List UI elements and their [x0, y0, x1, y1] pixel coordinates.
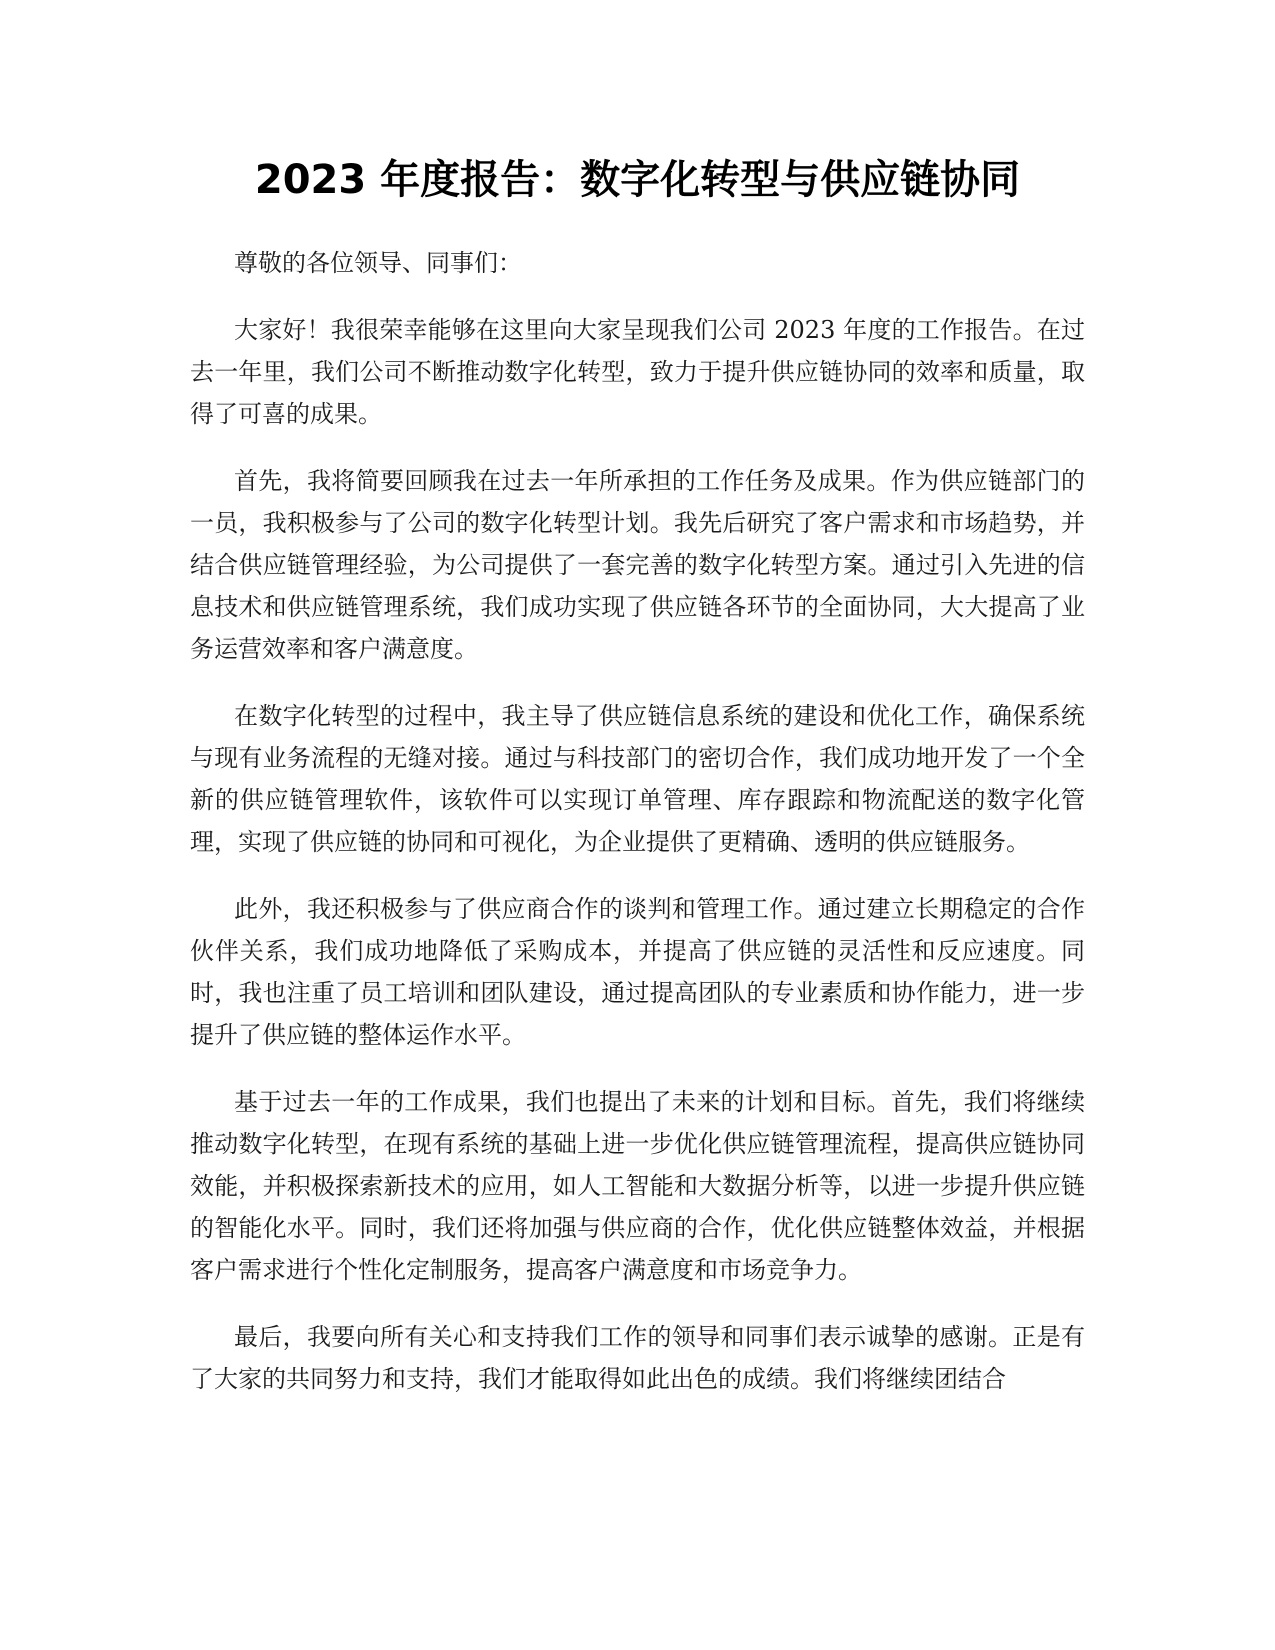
body-paragraph: 此外，我还积极参与了供应商合作的谈判和管理工作。通过建立长期稳定的合作伙伴关系，我们成功地降低了采购成本，并提高了供应链的灵活性和反应速度。同时，我也注重了员工培训和团队建设，通过提高团队的专业素质和协作能力，进一步提升了供应链的整体运作水平。	[190, 895, 1085, 1049]
body-paragraph: 大家好！我很荣幸能够在这里向大家呈现我们公司 2023 年度的工作报告。在过去一年里，我们公司不断推动数字化转型，致力于提升供应链协同的效率和质量，取得了可喜的成果。	[190, 316, 1085, 428]
salutation-paragraph: 尊敬的各位领导、同事们：	[234, 249, 522, 277]
document-title: 2023 年度报告：数字化转型与供应链协同	[254, 157, 1021, 203]
body-paragraph: 首先，我将简要回顾我在过去一年所承担的工作任务及成果。作为供应链部门的一员，我积极参与了公司的数字化转型计划。我先后研究了客户需求和市场趋势，并结合供应链管理经验，为公司提供了一套完善的数字化转型方案。通过引入先进的信息技术和供应链管理系统，我们成功实现了供应链各环节的全面协同，大大提高了业务运营效率和客户满意度。	[190, 467, 1085, 663]
document-body	[190, 242, 1085, 1425]
body-paragraph: 在数字化转型的过程中，我主导了供应链信息系统的建设和优化工作，确保系统与现有业务流程的无缝对接。通过与科技部门的密切合作，我们成功地开发了一个全新的供应链管理软件，该软件可以实现订单管理、库存跟踪和物流配送的数字化管理，实现了供应链的协同和可视化，为企业提供了更精确、透明的供应链服务。	[190, 702, 1085, 856]
body-paragraph: 最后，我要向所有关心和支持我们工作的领导和同事们表示诚挚的感谢。正是有了大家的共同努力和支持，我们才能取得如此出色的成绩。我们将继续团结合	[190, 1323, 1085, 1393]
body-paragraph: 基于过去一年的工作成果，我们也提出了未来的计划和目标。首先，我们将继续推动数字化转型，在现有系统的基础上进一步优化供应链管理流程，提高供应链协同效能，并积极探索新技术的应用，如人工智能和大数据分析等，以进一步提升供应链的智能化水平。同时，我们还将加强与供应商的合作，优化供应链整体效益，并根据客户需求进行个性化定制服务，提高客户满意度和市场竞争力。	[190, 1088, 1085, 1284]
